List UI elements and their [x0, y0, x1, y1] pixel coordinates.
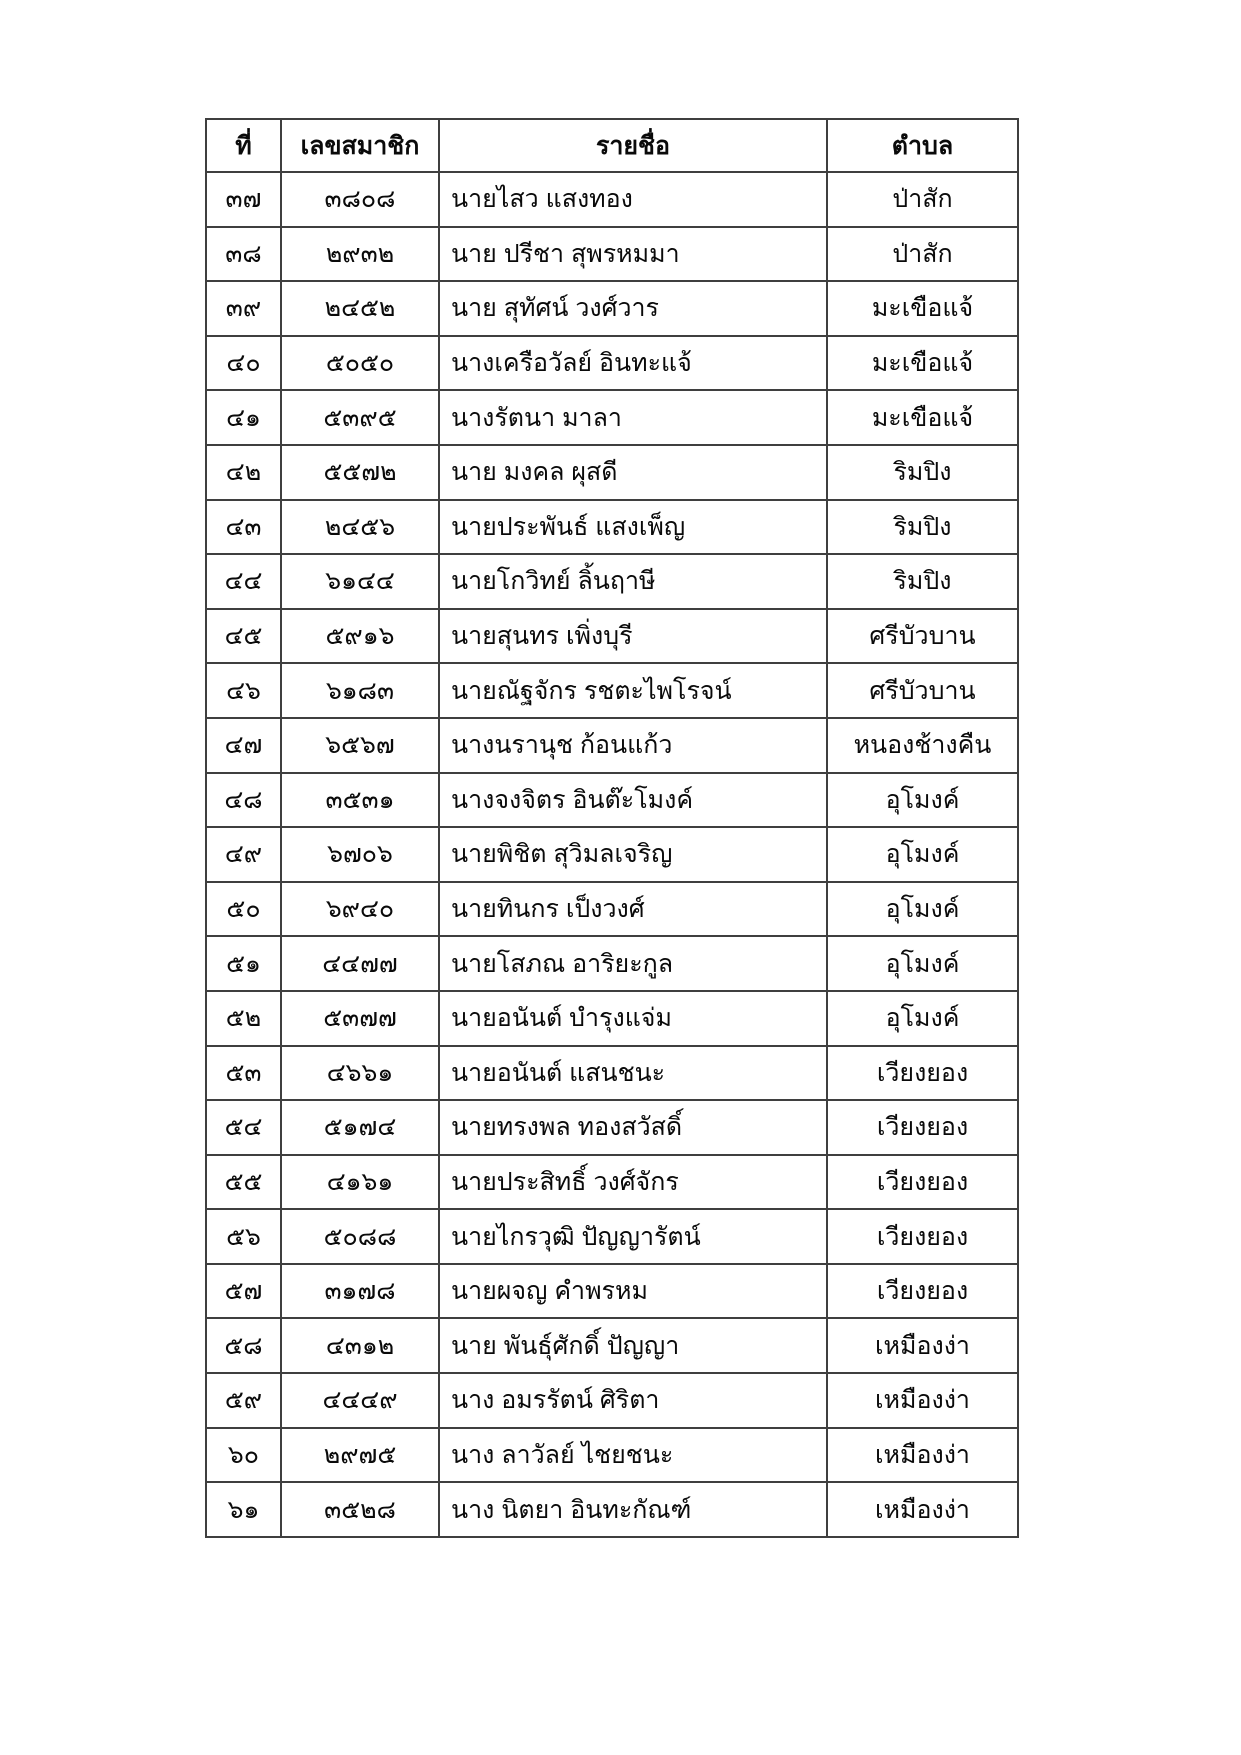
table-row [206, 1209, 1018, 1264]
subdistrict-cell: เวียงยอง [827, 1209, 1018, 1264]
member-name-cell: นาง อมรรัตน์ ศิริตา [439, 1373, 827, 1428]
table-row [206, 773, 1018, 828]
member-number-cell: ๕๓๙๕ [281, 390, 439, 445]
member-name-cell: นาย มงคล ผุสดี [439, 445, 827, 500]
subdistrict-cell: มะเขือแจ้ [827, 336, 1018, 391]
member-number-cell: ๕๙๑๖ [281, 609, 439, 664]
row-number-cell: ๔๐ [206, 336, 281, 391]
row-number-cell: ๔๙ [206, 827, 281, 882]
member-name-cell: นายประสิทธิ์ วงศ์จักร [439, 1155, 827, 1210]
member-number-cell: ๓๕๒๘ [281, 1482, 439, 1537]
table-row [206, 1100, 1018, 1155]
subdistrict-cell: อุโมงค์ [827, 991, 1018, 1046]
subdistrict-cell: อุโมงค์ [827, 773, 1018, 828]
member-name-cell: นายโกวิทย์ ลิ้นฤาษี [439, 554, 827, 609]
column-header-no: ที่ [206, 119, 281, 172]
subdistrict-cell: ศรีบัวบาน [827, 663, 1018, 718]
subdistrict-cell: ศรีบัวบาน [827, 609, 1018, 664]
row-number-cell: ๕๑ [206, 936, 281, 991]
table-row [206, 1046, 1018, 1101]
member-name-cell: นางนรานุช ก้อนแก้ว [439, 718, 827, 773]
row-number-cell: ๕๘ [206, 1318, 281, 1373]
member-name-cell: นายประพันธ์ แสงเพ็ญ [439, 500, 827, 555]
subdistrict-cell: หนองช้างคืน [827, 718, 1018, 773]
member-number-cell: ๒๙๗๕ [281, 1428, 439, 1483]
row-number-cell: ๖๑ [206, 1482, 281, 1537]
table-row [206, 227, 1018, 282]
member-number-cell: ๒๔๕๖ [281, 500, 439, 555]
member-name-cell: นายอนันต์ แสนชนะ [439, 1046, 827, 1101]
row-number-cell: ๕๗ [206, 1264, 281, 1319]
row-number-cell: ๕๕ [206, 1155, 281, 1210]
column-header-name: รายชื่อ [439, 119, 827, 172]
subdistrict-cell: ป่าสัก [827, 227, 1018, 282]
row-number-cell: ๔๑ [206, 390, 281, 445]
subdistrict-cell: อุโมงค์ [827, 827, 1018, 882]
member-number-cell: ๕๐๘๘ [281, 1209, 439, 1264]
table-row [206, 281, 1018, 336]
row-number-cell: ๓๙ [206, 281, 281, 336]
row-number-cell: ๔๓ [206, 500, 281, 555]
member-name-cell: นาง ลาวัลย์ ไชยชนะ [439, 1428, 827, 1483]
member-number-cell: ๔๓๑๒ [281, 1318, 439, 1373]
member-name-cell: นางรัตนา มาลา [439, 390, 827, 445]
row-number-cell: ๕๐ [206, 882, 281, 937]
table-row [206, 1318, 1018, 1373]
member-number-cell: ๖๑๔๔ [281, 554, 439, 609]
subdistrict-cell: อุโมงค์ [827, 882, 1018, 937]
member-number-cell: ๓๕๓๑ [281, 773, 439, 828]
subdistrict-cell: ริมปิง [827, 554, 1018, 609]
member-number-cell: ๕๕๗๒ [281, 445, 439, 500]
column-header-member_no: เลขสมาชิก [281, 119, 439, 172]
row-number-cell: ๔๖ [206, 663, 281, 718]
row-number-cell: ๕๙ [206, 1373, 281, 1428]
row-number-cell: ๕๓ [206, 1046, 281, 1101]
member-number-cell: ๕๑๗๔ [281, 1100, 439, 1155]
column-header-subdistrict: ตำบล [827, 119, 1018, 172]
member-number-cell: ๔๖๖๑ [281, 1046, 439, 1101]
member-number-cell: ๕๓๗๗ [281, 991, 439, 1046]
member-number-cell: ๔๔๔๙ [281, 1373, 439, 1428]
table-row [206, 991, 1018, 1046]
subdistrict-cell: เหมืองง่า [827, 1373, 1018, 1428]
row-number-cell: ๕๖ [206, 1209, 281, 1264]
subdistrict-cell: เวียงยอง [827, 1264, 1018, 1319]
member-name-cell: นายพิชิต สุวิมลเจริญ [439, 827, 827, 882]
row-number-cell: ๔๘ [206, 773, 281, 828]
row-number-cell: ๓๗ [206, 172, 281, 227]
member-number-cell: ๖๑๘๓ [281, 663, 439, 718]
table-row [206, 336, 1018, 391]
member-name-cell: นาย ปรีชา สุพรหมมา [439, 227, 827, 282]
table-row [206, 1482, 1018, 1537]
row-number-cell: ๔๒ [206, 445, 281, 500]
member-number-cell: ๔๑๖๑ [281, 1155, 439, 1210]
member-name-cell: นาย สุทัศน์ วงศ์วาร [439, 281, 827, 336]
subdistrict-cell: ริมปิง [827, 445, 1018, 500]
member-number-cell: ๒๙๓๒ [281, 227, 439, 282]
member-name-cell: นายโสภณ อาริยะกูล [439, 936, 827, 991]
subdistrict-cell: เหมืองง่า [827, 1482, 1018, 1537]
subdistrict-cell: อุโมงค์ [827, 936, 1018, 991]
table-row [206, 1264, 1018, 1319]
member-name-cell: นายไสว แสงทอง [439, 172, 827, 227]
member-number-cell: ๖๗๐๖ [281, 827, 439, 882]
member-number-cell: ๕๐๕๐ [281, 336, 439, 391]
table-row [206, 1155, 1018, 1210]
table-row [206, 1373, 1018, 1428]
table-row [206, 609, 1018, 664]
member-list-table [205, 118, 1019, 1538]
member-name-cell: นายณัฐจักร รชตะไพโรจน์ [439, 663, 827, 718]
table-row [206, 663, 1018, 718]
subdistrict-cell: เหมืองง่า [827, 1318, 1018, 1373]
member-name-cell: นางเครือวัลย์ อินทะแจ้ [439, 336, 827, 391]
member-name-cell: นายสุนทร เพิ่งบุรี [439, 609, 827, 664]
subdistrict-cell: เวียงยอง [827, 1100, 1018, 1155]
row-number-cell: ๔๗ [206, 718, 281, 773]
member-number-cell: ๖๕๖๗ [281, 718, 439, 773]
subdistrict-cell: มะเขือแจ้ [827, 281, 1018, 336]
member-number-cell: ๓๑๗๘ [281, 1264, 439, 1319]
member-name-cell: นายอนันต์ บำรุงแจ่ม [439, 991, 827, 1046]
table-row [206, 936, 1018, 991]
member-name-cell: นาย พันธุ์ศักดิ์ ปัญญา [439, 1318, 827, 1373]
member-name-cell: นางจงจิตร อินต๊ะโมงค์ [439, 773, 827, 828]
subdistrict-cell: เหมืองง่า [827, 1428, 1018, 1483]
member-number-cell: ๖๙๔๐ [281, 882, 439, 937]
table-header-row [206, 119, 1018, 172]
row-number-cell: ๕๒ [206, 991, 281, 1046]
table-row [206, 718, 1018, 773]
table-row [206, 172, 1018, 227]
subdistrict-cell: ริมปิง [827, 500, 1018, 555]
table-body [206, 172, 1018, 1537]
table-row [206, 1428, 1018, 1483]
row-number-cell: ๕๔ [206, 1100, 281, 1155]
row-number-cell: ๖๐ [206, 1428, 281, 1483]
member-number-cell: ๓๘๐๘ [281, 172, 439, 227]
table-row [206, 827, 1018, 882]
table-row [206, 554, 1018, 609]
subdistrict-cell: เวียงยอง [827, 1155, 1018, 1210]
member-name-cell: นายทรงพล ทองสวัสดิ์ [439, 1100, 827, 1155]
member-name-cell: นายผจญ คำพรหม [439, 1264, 827, 1319]
subdistrict-cell: ป่าสัก [827, 172, 1018, 227]
table-row [206, 500, 1018, 555]
subdistrict-cell: เวียงยอง [827, 1046, 1018, 1101]
row-number-cell: ๔๕ [206, 609, 281, 664]
member-number-cell: ๒๔๕๒ [281, 281, 439, 336]
table-row [206, 445, 1018, 500]
row-number-cell: ๓๘ [206, 227, 281, 282]
row-number-cell: ๔๔ [206, 554, 281, 609]
table-row [206, 882, 1018, 937]
subdistrict-cell: มะเขือแจ้ [827, 390, 1018, 445]
member-name-cell: นาง นิตยา อินทะกัณฑ์ [439, 1482, 827, 1537]
member-name-cell: นายทินกร เป็งวงศ์ [439, 882, 827, 937]
member-name-cell: นายไกรวุฒิ ปัญญารัตน์ [439, 1209, 827, 1264]
member-number-cell: ๔๔๗๗ [281, 936, 439, 991]
table-row [206, 390, 1018, 445]
